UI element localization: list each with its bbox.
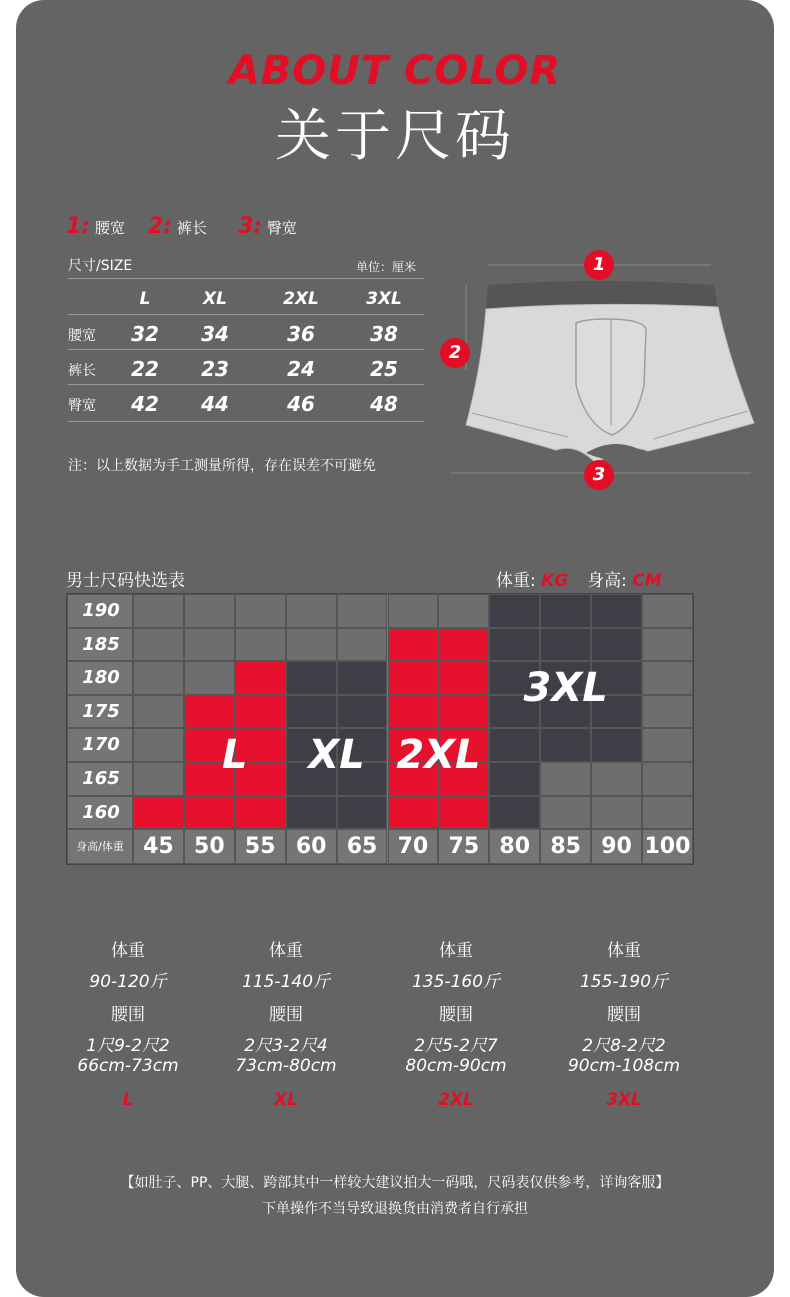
- height-label: [67, 762, 133, 796]
- height-value: 185: [82, 633, 120, 655]
- grid-cell: [489, 762, 540, 796]
- grid-cell: [286, 796, 337, 830]
- underwear-diagram: [436, 245, 756, 490]
- row-label: 腰宽: [68, 328, 96, 344]
- grid-cell: [540, 728, 591, 762]
- grid-cell: [388, 594, 439, 628]
- grid-cell: [642, 796, 693, 830]
- recommend-waist-label: 腰围: [269, 1005, 303, 1025]
- grid-cell: [388, 796, 439, 830]
- recommend-weight-label: 体重: [111, 941, 145, 961]
- grid-cell: [438, 695, 489, 729]
- recommend-waist-cm: 66cm-73cm: [77, 1056, 179, 1076]
- table-cell: 23: [201, 357, 229, 381]
- table-cell: 24: [287, 357, 315, 381]
- grid-cell: [591, 628, 642, 662]
- weight-value: 60: [286, 829, 337, 864]
- grid-cell: [133, 661, 184, 695]
- footer-note-2: 下单操作不当导致退换货由消费者自行承担: [262, 1201, 528, 1217]
- title-english: ABOUT COLOR: [228, 48, 562, 94]
- grid-cell: [388, 628, 439, 662]
- legend-item-2: [148, 214, 207, 239]
- height-unit: CM: [632, 571, 662, 591]
- table-cell: 36: [287, 322, 315, 346]
- recommend-size: XL: [274, 1090, 298, 1110]
- title-chinese: 关于尺码: [275, 104, 515, 169]
- legend-num: 3:: [238, 214, 263, 239]
- table-cell: 34: [201, 322, 229, 346]
- height-label: [67, 628, 133, 662]
- legend-label: 腰宽: [94, 219, 125, 237]
- recommend-l: [58, 936, 198, 1110]
- recommend-weight: 90-120斤: [89, 972, 167, 992]
- height-label: [67, 728, 133, 762]
- size-card: [16, 0, 774, 1297]
- table-cell: 25: [370, 357, 398, 381]
- grid-cell: [337, 661, 388, 695]
- height-value: 190: [82, 600, 120, 621]
- zone-label-l: L: [222, 732, 248, 779]
- table-cell: 38: [370, 322, 398, 346]
- grid-cell: [184, 796, 235, 830]
- table-divider: [68, 314, 424, 315]
- zone-label-3xl: 3XL: [523, 665, 608, 712]
- height-value: 160: [82, 801, 120, 823]
- height-value: 165: [82, 768, 120, 789]
- row-label: 裤长: [68, 363, 96, 379]
- grid-cell: [286, 661, 337, 695]
- table-cell: 22: [131, 357, 159, 381]
- weight-value: 45: [133, 829, 184, 864]
- weight-value: 85: [540, 829, 591, 864]
- recommend-xl: [216, 936, 356, 1110]
- grid-cell: [286, 628, 337, 662]
- height-value: 180: [82, 667, 120, 689]
- weight-value: 55: [235, 829, 286, 864]
- legend-num: 2:: [148, 214, 173, 239]
- grid-cell: [642, 695, 693, 729]
- size-table-caption: 尺寸/SIZE: [68, 258, 133, 274]
- height-label: [67, 695, 133, 729]
- grid-cell: [184, 594, 235, 628]
- recommend-size: L: [122, 1090, 134, 1110]
- height-value: 170: [82, 734, 120, 756]
- table-cell: 46: [287, 392, 315, 416]
- legend-num: 1:: [66, 214, 91, 239]
- grid-cell: [235, 594, 286, 628]
- table-divider: [68, 349, 424, 350]
- weight-value: 70: [388, 829, 439, 864]
- recommend-waist-cn: 2尺3-2尺4: [244, 1036, 328, 1056]
- grid-cell: [489, 728, 540, 762]
- grid-cell: [642, 594, 693, 628]
- height-value: 175: [82, 700, 120, 722]
- recommend-weight-label: 体重: [269, 941, 303, 961]
- col-header-xl: XL: [203, 289, 227, 309]
- weight-value: 50: [184, 829, 235, 864]
- grid-cell: [642, 762, 693, 796]
- corner-label: 身高/体重: [67, 829, 133, 864]
- grid-cell: [540, 796, 591, 830]
- grid-cell: [235, 628, 286, 662]
- grid-cell: [642, 661, 693, 695]
- grid-cell: [642, 728, 693, 762]
- height-label: [67, 661, 133, 695]
- grid-cell: [235, 796, 286, 830]
- table-cell: 44: [201, 392, 229, 416]
- grid-cell: [438, 796, 489, 830]
- grid-cell: [388, 695, 439, 729]
- grid-cell: [286, 695, 337, 729]
- grid-cell: [235, 695, 286, 729]
- recommend-size: 2XL: [438, 1090, 474, 1110]
- size-note: 注：以上数据为手工测量所得，存在误差不可避免: [68, 458, 376, 474]
- marker-2-icon: 2: [440, 338, 470, 368]
- table-cell: 42: [131, 392, 159, 416]
- height-label: [67, 796, 133, 830]
- grid-cell: [489, 796, 540, 830]
- grid-cell: [540, 594, 591, 628]
- recommend-3xl: [554, 936, 694, 1110]
- grid-cell: [337, 594, 388, 628]
- col-header-l: L: [139, 289, 151, 309]
- grid-cell: [133, 628, 184, 662]
- marker-3-icon: 3: [584, 460, 614, 490]
- weight-value: 90: [591, 829, 642, 864]
- footer-note-1: 【如肚子、PP、大腿、跨部其中一样较大建议拍大一码哦，尺码表仅供参考，详询客服】: [120, 1175, 670, 1191]
- marker-1-icon: 1: [584, 250, 614, 280]
- table-divider: [68, 421, 424, 422]
- weight-label: 体重:: [496, 571, 536, 591]
- recommend-waist-cn: 2尺5-2尺7: [414, 1036, 498, 1056]
- grid-cell: [540, 762, 591, 796]
- recommend-waist-cm: 90cm-108cm: [567, 1056, 681, 1076]
- legend-item-3: [238, 214, 297, 239]
- row-label: 臀宽: [68, 398, 96, 414]
- zone-label-xl: XL: [308, 732, 365, 779]
- grid-cell: [184, 661, 235, 695]
- grid-cell: [438, 628, 489, 662]
- weight-value: 75: [438, 829, 489, 864]
- grid-cell: [591, 796, 642, 830]
- grid-cell: [591, 594, 642, 628]
- recommend-waist-label: 腰围: [607, 1005, 641, 1025]
- grid-cell: [184, 628, 235, 662]
- grid-cell: [133, 594, 184, 628]
- grid-cell: [489, 628, 540, 662]
- recommend-waist-label: 腰围: [111, 1005, 145, 1025]
- quick-chart-units: [496, 566, 662, 591]
- weight-unit: KG: [541, 571, 569, 591]
- col-header-2xl: 2XL: [283, 289, 319, 309]
- quick-chart-title: 男士尺码快选表: [66, 571, 185, 591]
- height-label: [67, 594, 133, 628]
- recommend-waist-cm: 80cm-90cm: [405, 1056, 507, 1076]
- recommend-weight-label: 体重: [607, 941, 641, 961]
- grid-cell: [337, 695, 388, 729]
- legend-label: 臀宽: [266, 219, 297, 237]
- grid-cell: [540, 628, 591, 662]
- grid-cell: [489, 594, 540, 628]
- legend-item-1: [66, 214, 125, 239]
- weight-value: 100: [642, 829, 693, 864]
- recommend-waist-cm: 73cm-80cm: [235, 1056, 337, 1076]
- recommend-2xl: [386, 936, 526, 1110]
- grid-cell: [235, 661, 286, 695]
- weight-value: 65: [337, 829, 388, 864]
- recommend-size: 3XL: [606, 1090, 642, 1110]
- size-quick-chart: [66, 593, 694, 865]
- grid-cell: [591, 762, 642, 796]
- recommend-weight-label: 体重: [439, 941, 473, 961]
- recommend-waist-cn: 2尺8-2尺2: [582, 1036, 666, 1056]
- grid-cell: [184, 695, 235, 729]
- recommend-waist-cn: 1尺9-2尺2: [86, 1036, 170, 1056]
- table-cell: 32: [131, 322, 159, 346]
- zone-label-2xl: 2XL: [396, 732, 481, 779]
- grid-cell: [642, 628, 693, 662]
- recommend-waist-label: 腰围: [439, 1005, 473, 1025]
- table-divider: [68, 278, 424, 279]
- grid-cell: [438, 594, 489, 628]
- recommend-weight: 155-190斤: [579, 972, 669, 992]
- grid-cell: [388, 661, 439, 695]
- grid-cell: [133, 796, 184, 830]
- table-cell: 48: [370, 392, 398, 416]
- grid-cell: [591, 728, 642, 762]
- grid-cell: [133, 762, 184, 796]
- grid-cell: [337, 628, 388, 662]
- grid-cell: [286, 594, 337, 628]
- recommend-weight: 115-140斤: [241, 972, 331, 992]
- grid-cell: [337, 796, 388, 830]
- grid-cell: [133, 695, 184, 729]
- col-header-3xl: 3XL: [366, 289, 402, 309]
- table-divider: [68, 384, 424, 385]
- weight-value: 80: [489, 829, 540, 864]
- size-table-unit: 单位：厘米: [356, 260, 417, 274]
- height-label: 身高:: [587, 571, 627, 591]
- recommend-weight: 135-160斤: [411, 972, 501, 992]
- legend-label: 裤长: [176, 219, 207, 237]
- grid-cell: [438, 661, 489, 695]
- grid-cell: [133, 728, 184, 762]
